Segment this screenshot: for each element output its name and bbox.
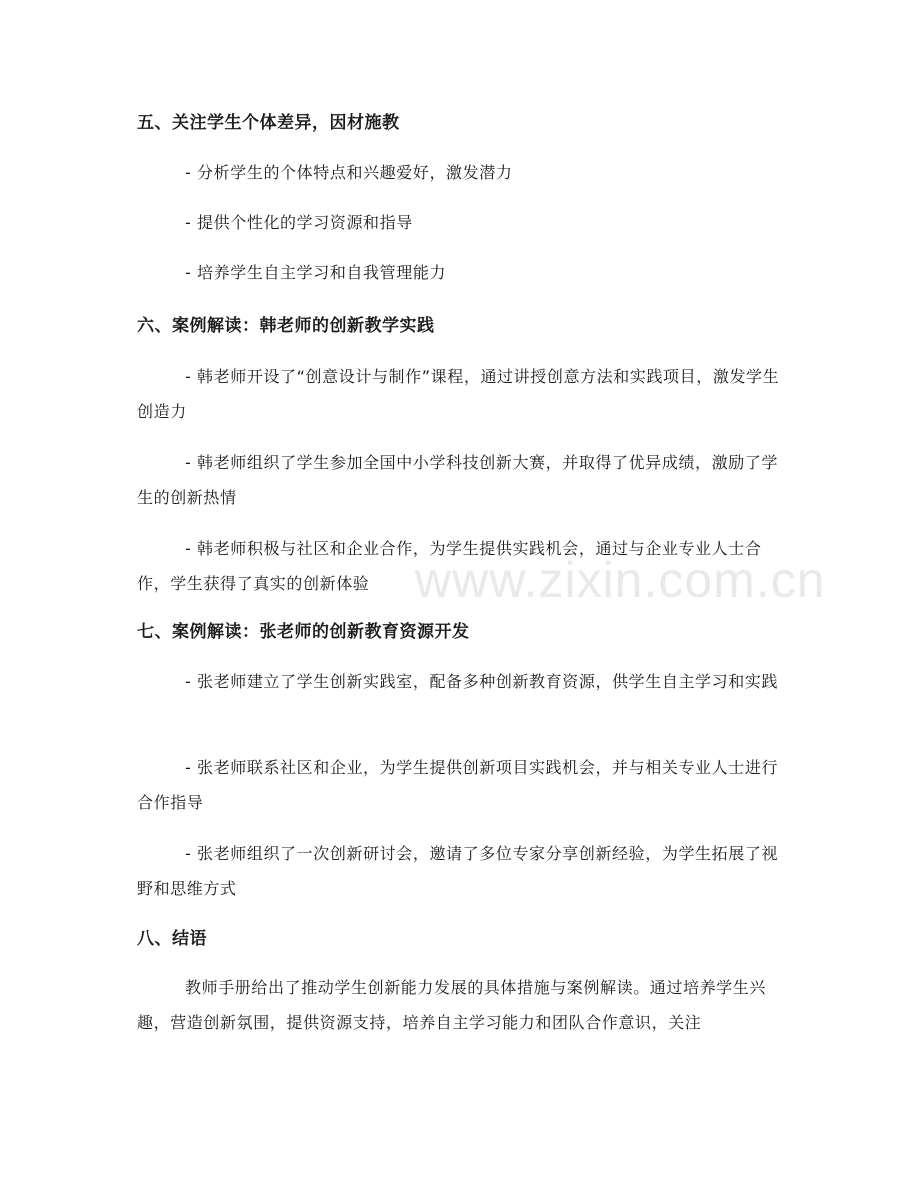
conclusion-paragraph: 教师手册给出了推动学生创新能力发展的具体措施与案例解读。通过培养学生兴趣，营造创新氛围，提供资源支持，培养自主学习能力和团队合作意识，关注 [137,978,767,1032]
section-heading-5: 五、关注学生个体差异，因材施教 [137,113,400,133]
list-item: - 培养学生自主学习和自我管理能力 [185,263,447,282]
section-heading-8: 八、结语 [137,929,207,949]
list-item: - 张老师组织了一次创新研讨会，邀请了多位专家分享创新经验，为学生拓展了视野和思维方式 [137,844,779,898]
list-item: - 韩老师积极与社区和企业合作，为学生提供实践机会，通过与企业专业人士合作，学生获得了真实的创新体验 [137,539,762,593]
list-item: - 提供个性化的学习资源和指导 [185,213,413,232]
section-heading-7: 七、案例解读：张老师的创新教育资源开发 [137,622,470,642]
list-item: - 分析学生的个体特点和兴趣爱好，激发潜力 [185,163,513,182]
list-item: - 张老师联系社区和企业，为学生提供创新项目实践机会，并与相关专业人士进行合作指导 [137,758,779,812]
list-item: - 韩老师开设了“创意设计与制作”课程，通过讲授创意方法和实践项目，激发学生创造力 [137,367,780,421]
watermark-text: www.zixin.com.cn [415,552,826,608]
section-heading-6: 六、案例解读：韩老师的创新教学实践 [137,316,435,336]
list-item: - 张老师建立了学生创新实践室，配备多种创新教育资源，供学生自主学习和实践 [185,672,779,691]
list-item: - 韩老师组织了学生参加全国中小学科技创新大赛，并取得了优异成绩，激励了学生的创新热情 [137,453,779,507]
